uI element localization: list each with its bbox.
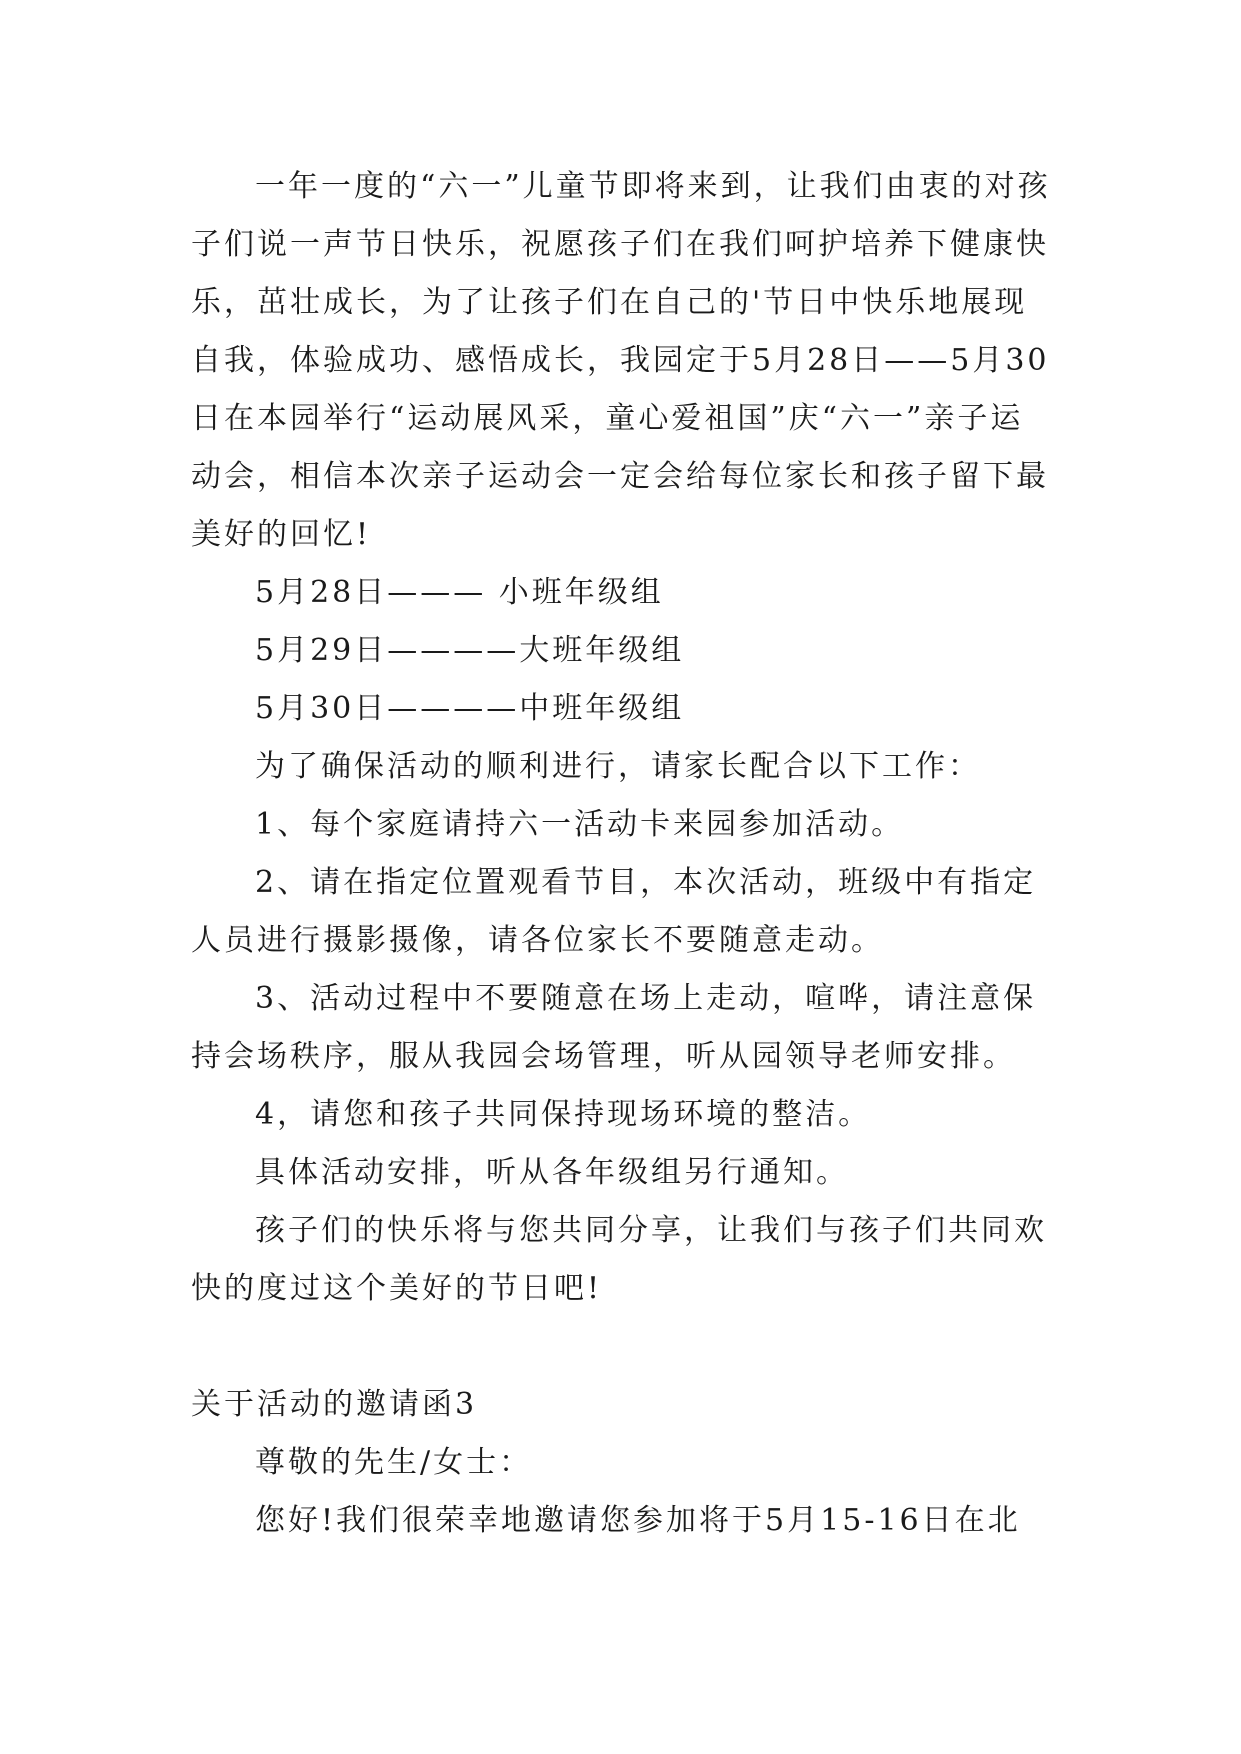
rule-item-3: 3、活动过程中不要随意在场上走动，喧哗，请注意保持会场秩序，服从我园会场管理，听从园领导老师安排。 xyxy=(191,981,1037,1074)
rule-item-1: 1、每个家庭请持六一活动卡来园参加活动。 xyxy=(255,807,905,842)
rule-item-2: 2、请在指定位置观看节目，本次活动，班级中有指定人员进行摄影摄像，请各位家长不要随意走动。 xyxy=(191,865,1037,958)
document-page xyxy=(191,158,1051,1550)
arrangement-note: 具体活动安排，听从各年级组另行通知。 xyxy=(255,1155,849,1190)
schedule-small-class: 5月28日——— 小班年级组 xyxy=(255,575,664,610)
salutation: 尊敬的先生/女士： xyxy=(255,1445,533,1480)
section-heading: 关于活动的邀请函3 xyxy=(191,1387,478,1422)
intro-paragraph: 一年一度的“六一”儿童节即将来到，让我们由衷的对孩子们说一声节日快乐，祝愿孩子们在我们呵护培养下健康快乐，茁壮成长，为了让孩子们在自己的'节日中快乐地展现自我，体验成功、感悟成长，我园定于5月28日——5月30日在本园举行“运动展风采，童心爱祖国”庆“六一”亲子运动会，相信本次亲子运动会一定会给每位家长和孩子留下最美好的回忆! xyxy=(191,169,1051,552)
invitation-opening: 您好!我们很荣幸地邀请您参加将于5月15-16日在北 xyxy=(255,1503,1021,1538)
schedule-large-class: 5月29日————大班年级组 xyxy=(255,633,685,668)
cooperation-intro: 为了确保活动的顺利进行，请家长配合以下工作： xyxy=(255,749,981,784)
schedule-middle-class: 5月30日————中班年级组 xyxy=(255,691,685,726)
closing-paragraph: 孩子们的快乐将与您共同分享，让我们与孩子们共同欢快的度过这个美好的节日吧! xyxy=(191,1213,1047,1306)
rule-item-4: 4，请您和孩子共同保持现场环境的整洁。 xyxy=(255,1097,872,1132)
